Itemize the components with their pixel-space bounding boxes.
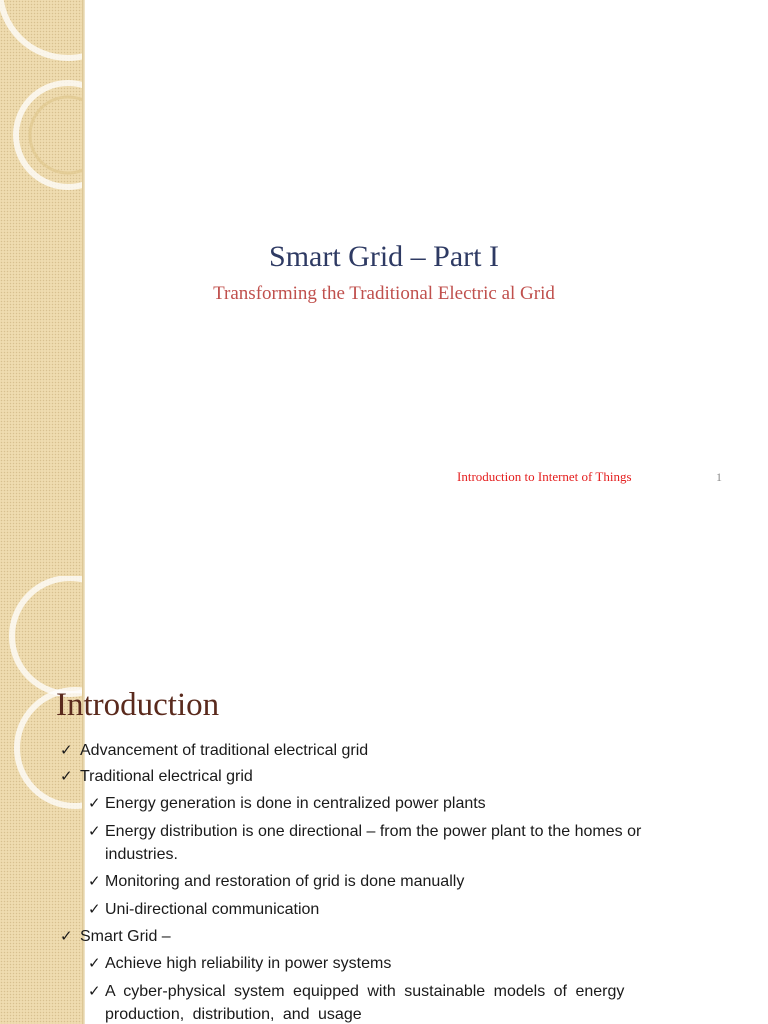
check-icon: ✓ <box>60 768 73 785</box>
page-number: 1 <box>716 470 722 484</box>
list-item <box>60 765 720 788</box>
side-band-edge <box>82 576 85 1024</box>
check-icon: ✓ <box>88 823 101 840</box>
list-item-text: Achieve high reliability in power systems <box>105 955 392 972</box>
list-item <box>88 898 708 921</box>
list-item <box>88 870 708 893</box>
slide-subtitle: Transforming the Traditional Electric al Grid <box>213 283 555 304</box>
list-item <box>60 925 720 948</box>
list-item <box>88 952 708 975</box>
check-icon: ✓ <box>88 873 101 890</box>
list-item <box>88 980 708 1024</box>
slide-title: Smart Grid – Part I <box>269 240 499 273</box>
list-item-text: Energy generation is done in centralized power plants <box>105 795 486 812</box>
decorative-side-band <box>0 576 84 1024</box>
check-icon: ✓ <box>88 901 101 918</box>
check-icon: ✓ <box>88 795 101 812</box>
check-icon: ✓ <box>88 955 101 972</box>
slide-footer: Introduction to Internet of Things <box>457 469 632 484</box>
slide-2 <box>0 576 768 1024</box>
list-item-text: A cyber-physical system equipped with sustainable models of energy production, distribution, and usage <box>105 983 625 1023</box>
check-icon: ✓ <box>60 928 73 945</box>
list-item <box>88 792 708 815</box>
list-item-text: Energy distribution is one directional – from the power plant to the homes or industries. <box>105 823 642 863</box>
check-icon: ✓ <box>88 983 101 1000</box>
slide-heading: Introduction <box>56 687 220 723</box>
list-item-text: Smart Grid – <box>80 928 171 945</box>
decorative-rings <box>0 576 84 1024</box>
list-item <box>60 739 720 762</box>
list-item-text: Advancement of traditional electrical grid <box>80 742 369 759</box>
list-item-text: Uni-directional communication <box>105 901 320 918</box>
check-icon: ✓ <box>60 742 73 759</box>
list-item-text: Monitoring and restoration of grid is done manually <box>105 873 465 890</box>
list-item-text: Traditional electrical grid <box>80 768 253 785</box>
list-item <box>88 820 718 866</box>
